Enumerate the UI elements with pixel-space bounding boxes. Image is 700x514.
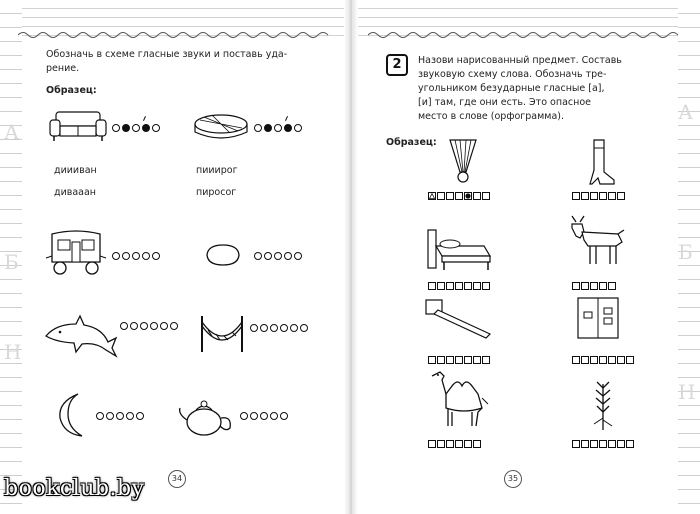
- wheat-icon: [590, 378, 616, 432]
- left-instruction-line2: рение.: [46, 63, 80, 74]
- sofa-sound-scheme: [112, 124, 160, 132]
- boot-icon: [586, 138, 616, 188]
- hammock-sound-scheme: [250, 324, 308, 332]
- right-page-number: 35: [504, 470, 522, 488]
- margin-deco: Н: [678, 380, 696, 404]
- hammer-icon: [424, 296, 494, 340]
- bed-icon: [424, 222, 494, 272]
- right-instruction-line3: угольником безударные гласные [а],: [418, 83, 605, 94]
- right-instruction-line5: место в слове (орфограмма).: [418, 111, 564, 122]
- margin-deco: Б: [678, 240, 693, 264]
- hammer-sound-scheme: [428, 356, 491, 364]
- right-instruction-line2: звуковую схему слова. Обозначь тре-: [418, 69, 607, 80]
- book-gutter: [344, 0, 358, 514]
- left-instruction-line1: Обозначь в схеме гласные звуки и поставь уда-: [46, 49, 288, 60]
- goat-sound-scheme: [572, 282, 617, 290]
- notebook-icon: [576, 296, 620, 340]
- bed-sound-scheme: [428, 282, 491, 290]
- shuttlecock-icon: [446, 136, 480, 184]
- margin-deco: А: [4, 120, 20, 144]
- right-sample-label: Образец:: [386, 137, 437, 148]
- moon-icon: [54, 392, 90, 438]
- goat-icon: [568, 214, 628, 268]
- hammock-icon: [198, 314, 246, 354]
- moon-sound-scheme: [96, 412, 144, 420]
- lemon-sound-scheme: [254, 252, 302, 260]
- teapot-icon: [176, 396, 234, 438]
- notebook-sound-scheme: [572, 356, 635, 364]
- right-wave-border: [368, 30, 683, 40]
- camel-sound-scheme: [428, 440, 482, 448]
- wagon-icon: [44, 228, 108, 276]
- right-instruction-line4: [и] там, где они есть. Это опасное: [418, 97, 591, 108]
- right-instruction-line1: Назови нарисованный предмет. Составь: [418, 55, 622, 66]
- left-sample-label: Образец:: [46, 85, 97, 96]
- task-number-badge: 2: [386, 54, 408, 76]
- shuttlecock-sound-scheme: [428, 192, 491, 200]
- pie-sound-scheme: [254, 124, 302, 132]
- dolphin-icon: [42, 312, 118, 358]
- left-page-number: 34: [168, 470, 186, 488]
- boot-sound-scheme: [572, 192, 626, 200]
- dolphin-sound-scheme: [120, 322, 178, 330]
- teapot-sound-scheme: [240, 412, 288, 420]
- pie-icon: [192, 112, 250, 144]
- margin-deco: А: [678, 100, 694, 124]
- margin-deco: Н: [4, 340, 22, 364]
- sample-word-divan-a: диииван: [54, 165, 97, 176]
- left-wave-border: [18, 30, 333, 40]
- sample-word-pirog-b: пиросог: [196, 187, 237, 198]
- site-watermark: bookclub.by: [4, 476, 145, 501]
- wagon-sound-scheme: [112, 252, 160, 260]
- sample-word-pirog-a: пиииpог: [196, 165, 238, 176]
- sample-word-divan-b: дивааан: [54, 187, 97, 198]
- margin-deco: Б: [4, 250, 19, 274]
- sofa-icon: [48, 110, 108, 144]
- lemon-icon: [204, 242, 242, 268]
- camel-icon: [428, 368, 492, 430]
- wheat-sound-scheme: [572, 440, 635, 448]
